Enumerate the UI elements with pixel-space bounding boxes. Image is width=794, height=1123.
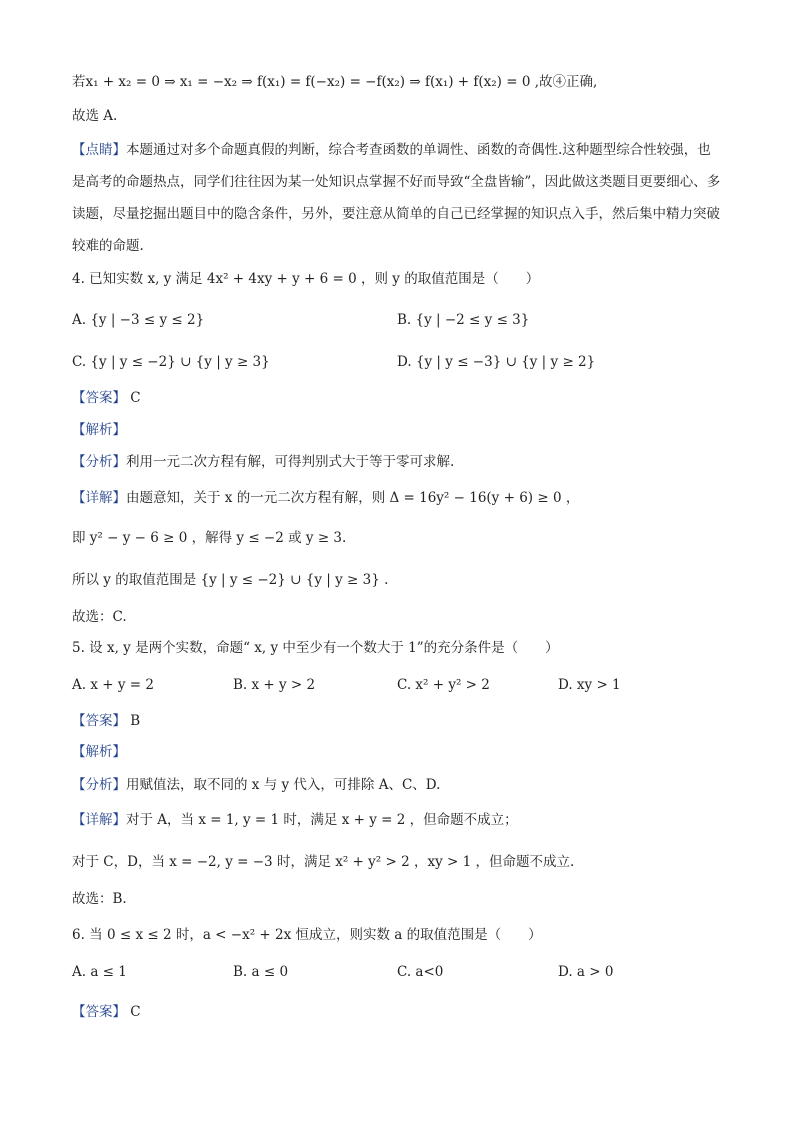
question-5: 5. 设 x, y 是两个实数，命题“ x, y 中至少有一个数大于 1”的充分条件是（ ） (72, 640, 559, 656)
q5-xiangjie-2: 对于 C，D，当 x = −2, y = −3 时，满足 x² + y² > 2 ，xy > 1 ，但命题不成立. (72, 854, 575, 870)
dianjing-text: 本题通过对多个命题真假的判断，综合考查函数的单调性、函数的奇偶性.这种题型综合性较强，也是高考的命题热点，同学们往往因为某一处知识点掌握不好而导致“全盘皆输”，因此做这类题目更要细心、多读题，尽量挖掘出题目中的隐含条件，另外，要注意从简单的自己已经掌握的知识点入手，然后集中精力突破较难的命题. (72, 142, 721, 254)
q4-answer (72, 388, 141, 408)
q6-option-a: A. a ≤ 1 (72, 964, 127, 980)
answer-tag: 【答案】 (72, 390, 126, 406)
q5-xiangjie-1 (72, 810, 518, 830)
q6-answer-value: C (130, 1004, 141, 1020)
q5-option-a: A. x + y = 2 (72, 677, 154, 693)
q4-fenxi-text: 利用一元二次方程有解，可得判别式大于等于零可求解. (126, 454, 455, 470)
q4-xiangjie-1 (72, 488, 579, 508)
q4-xiangjie-3: 所以 y 的取值范围是 {y | y ≤ −2} ∪ {y | y ≥ 3} . (72, 572, 389, 588)
dianjing-paragraph (72, 134, 722, 262)
q5-jiexi (72, 742, 126, 762)
answer-tag: 【答案】 (72, 1004, 126, 1020)
jiexi-tag: 【解析】 (72, 422, 126, 438)
q4-option-a: A. {y | −3 ≤ y ≤ 2} (72, 312, 205, 328)
q5-fenxi (72, 775, 440, 795)
q4-fenxi (72, 452, 454, 472)
q5-xiangjie-3: 故选：B. (72, 891, 127, 907)
answer-tag: 【答案】 (72, 713, 126, 729)
q5-answer-value: B (130, 713, 141, 729)
prev-solution-line: 若x₁ + x₂ = 0 ⇒ x₁ = −x₂ ⇒ f(x₁) = f(−x₂) = −f(x₂) ⇒ f(x₁) + f(x₂) = 0 ,故④正确, (72, 74, 598, 90)
q5-answer (72, 711, 140, 731)
q6-answer (72, 1002, 141, 1022)
q4-option-b: B. {y | −2 ≤ y ≤ 3} (397, 312, 530, 328)
q5-option-d: D. xy > 1 (558, 677, 621, 693)
q5-fenxi-text: 用赋值法，取不同的 x 与 y 代入，可排除 A、C、D. (126, 777, 441, 793)
q4-option-d: D. {y | y ≤ −3} ∪ {y | y ≥ 2} (397, 354, 596, 370)
fenxi-tag: 【分析】 (72, 777, 126, 793)
q4-answer-value: C (130, 390, 141, 406)
q4-option-c: C. {y | y ≤ −2} ∪ {y | y ≥ 3} (72, 354, 270, 370)
q6-option-c: C. a<0 (397, 964, 444, 980)
xiangjie-tag: 【详解】 (72, 812, 126, 828)
q5-xiangjie-text: 对于 A，当 x = 1, y = 1 时，满足 x + y = 2 ，但命题不成立； (126, 812, 518, 828)
question-4: 4. 已知实数 x, y 满足 4x² + 4xy + y + 6 = 0 ，则 y 的取值范围是（ ） (72, 271, 540, 287)
q5-option-c: C. x² + y² > 2 (397, 677, 490, 693)
q6-option-b: B. a ≤ 0 (233, 964, 289, 980)
q4-xiangjie-4: 故选：C. (72, 609, 127, 625)
q4-xiangjie-2: 即 y² − y − 6 ≥ 0 ，解得 y ≤ −2 或 y ≥ 3. (72, 530, 347, 546)
prev-choice-line: 故选 A. (72, 108, 118, 124)
xiangjie-tag: 【详解】 (72, 490, 126, 506)
fenxi-tag: 【分析】 (72, 454, 126, 470)
jiexi-tag: 【解析】 (72, 744, 126, 760)
dianjing-tag: 【点睛】 (72, 142, 126, 158)
q5-option-b: B. x + y > 2 (233, 677, 316, 693)
question-6: 6. 当 0 ≤ x ≤ 2 时，a < −x² + 2x 恒成立，则实数 a 的取值范围是（ ） (72, 927, 542, 943)
q4-jiexi (72, 420, 126, 440)
q6-option-d: D. a > 0 (558, 964, 614, 980)
q4-xiangjie-text: 由题意知，关于 x 的一元二次方程有解，则 Δ = 16y² − 16(y + 6) ≥ 0 ， (126, 490, 580, 506)
